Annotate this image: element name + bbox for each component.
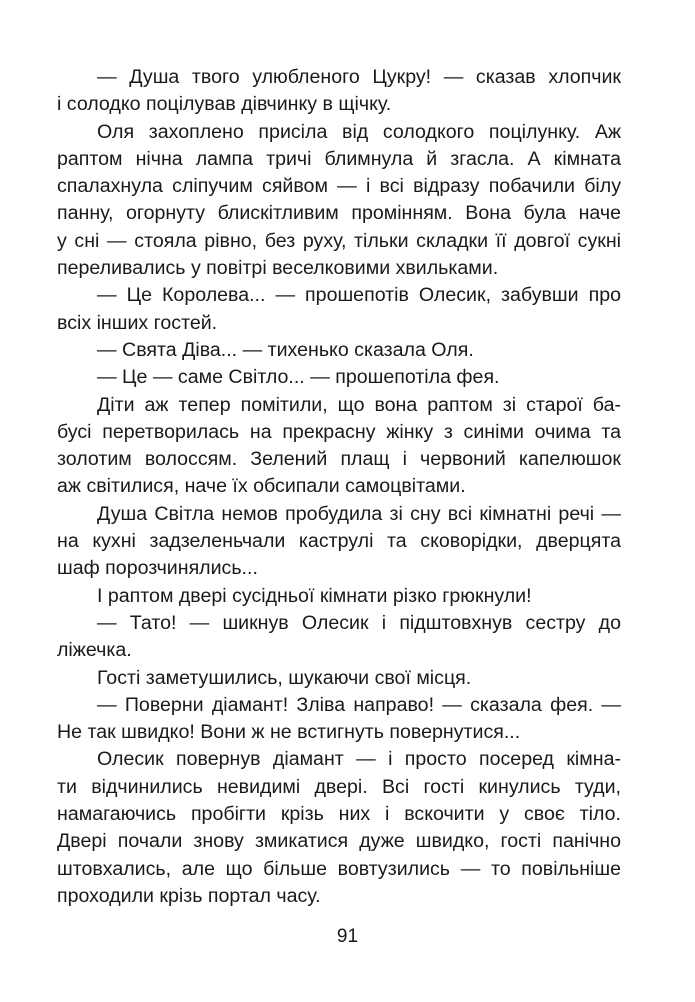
text-line: Олесик повернув діамант — і просто посеред кімна- — [97, 748, 621, 771]
text-line: проходили крізь портал часу. — [57, 884, 321, 907]
text-line: ти відчинились невидимі двері. Всі гості кинулись туди, — [57, 775, 621, 798]
paragraph — [77, 337, 621, 364]
text-line: переливались у повітрі веселковими хвильками. — [57, 257, 499, 280]
text-line: ліжечка. — [57, 639, 132, 662]
paragraph — [77, 665, 621, 692]
text-line: на кухні задзеленьчали каструлі та сковорідки, дверцята — [57, 530, 621, 553]
paragraph — [57, 119, 621, 283]
text-line: І раптом двері сусідньої кімнати різко грюкнули! — [97, 584, 532, 607]
text-line: — Тато! — шикнув Олесик і підштовхнув сестру до — [97, 611, 621, 634]
paragraph — [57, 692, 621, 747]
paragraph — [77, 583, 621, 610]
text-line: — Це — саме Світло... — прошепотіла фея. — [97, 366, 500, 389]
paragraph — [77, 364, 621, 391]
text-line: раптом нічна лампа тричі блимнула й згасла. А кімната — [57, 147, 621, 170]
text-line: Діти аж тепер помітили, що вона раптом зі старої ба- — [97, 393, 621, 416]
text-line: — Це Королева... — прошепотів Олесик, забувши про — [97, 284, 621, 307]
paragraph — [57, 610, 621, 665]
text-line: — Поверни діамант! Зліва направо! — сказала фея. — — [97, 693, 621, 716]
text-line: Гості заметушились, шукаючи свої місця. — [97, 666, 472, 689]
text-line: і солодко поцілував дівчинку в щічку. — [57, 93, 392, 116]
text-line: у сні — стояла рівно, без руху, тільки складки її довгої сукні — [57, 229, 621, 252]
text-line: всіх інших гостей. — [57, 311, 218, 334]
text-line: Двері почали знову змикатися дуже швидко, гості панічно — [57, 830, 621, 853]
body-text — [57, 64, 621, 910]
text-line: Оля захоплено присіла від солодкого поцілунку. Аж — [97, 120, 621, 143]
paragraph — [57, 746, 621, 910]
text-line: аж світилися, наче їх обсипали самоцвітами. — [57, 475, 466, 498]
text-line: — Свята Діва... — тихенько сказала Оля. — [97, 338, 474, 361]
text-line: штовхались, але що більше вовтузились — то повільніше — [57, 857, 621, 880]
paragraph — [57, 392, 621, 501]
text-line: золотим волоссям. Зелений плащ і червоний капелюшок — [57, 448, 621, 471]
text-line: шаф порозчинялись... — [57, 557, 258, 580]
paragraph — [57, 501, 621, 583]
paragraph — [57, 64, 621, 119]
text-line: Душа Світла немов пробудила зі сну всі кімнатні речі — — [97, 502, 621, 525]
paragraph — [57, 282, 621, 337]
text-line: бусі перетворилась на прекрасну жінку з синіми очима та — [57, 420, 621, 443]
text-line: панну, огорнуту блискітливим промінням. Вона була наче — [57, 202, 621, 225]
text-line: спалахнула сліпучим сяйвом — і всі відразу побачили білу — [57, 175, 621, 198]
text-line: намагаючись пробігти крізь них і вскочити у своє тіло. — [57, 803, 621, 826]
text-line: Не так швидко! Вони ж не встигнуть повернутися... — [57, 721, 521, 744]
page-number: 91 — [336, 926, 359, 947]
text-line: — Душа твого улюбленого Цукру! — сказав хлопчик — [97, 66, 621, 88]
